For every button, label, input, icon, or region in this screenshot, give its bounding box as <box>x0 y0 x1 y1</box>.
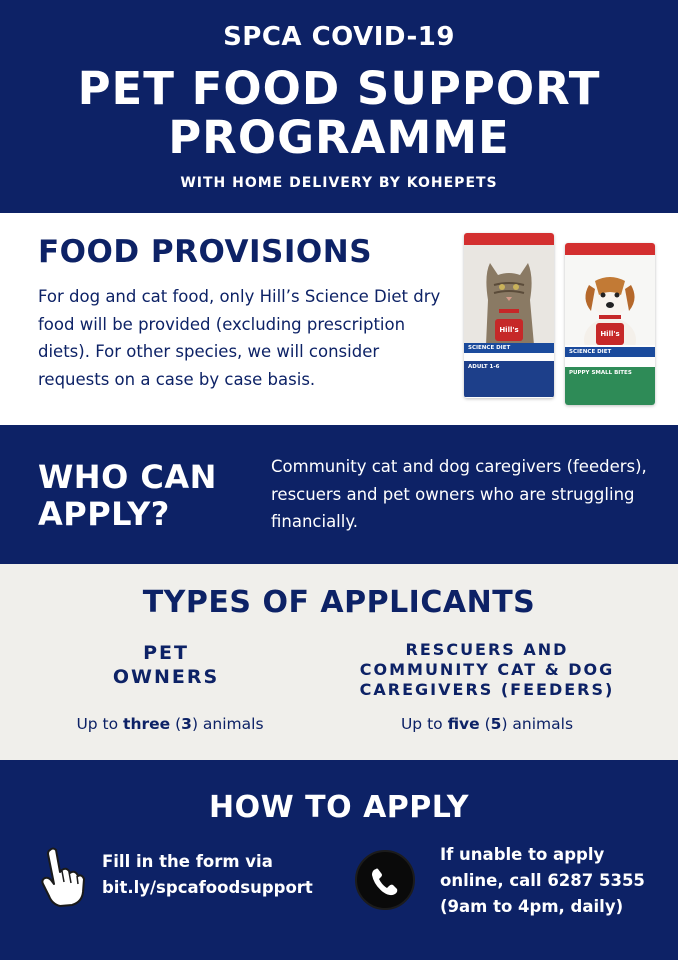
hills-logo-cat: Hill's <box>495 319 523 341</box>
title-line-2: PROGRAMME <box>168 111 510 164</box>
cat-bag-line: SCIENCE DIET <box>464 343 554 353</box>
types-of-applicants-section <box>0 564 678 760</box>
who-can-apply-text: Community cat and dog caregivers (feeders), rescuers and pet owners who are struggling financially. <box>271 457 647 531</box>
pet-owners-title-line-1: PET <box>143 642 189 664</box>
page-title <box>0 64 678 162</box>
header-kicker: SPCA COVID-19 <box>223 22 455 52</box>
dog-bag-variant: PUPPY SMALL BITES <box>565 367 655 405</box>
food-provisions-section <box>0 213 678 425</box>
online-apply-line-1: Fill in the form via <box>102 852 273 871</box>
phone-apply-text <box>440 842 670 920</box>
title-line-1: PET FOOD SUPPORT <box>77 62 601 115</box>
header-banner <box>0 0 678 213</box>
rescuers-title-line-2: COMMUNITY CAT & DOG <box>359 660 615 679</box>
cat-food-bag-image <box>464 233 554 398</box>
who-can-apply-section <box>0 425 678 564</box>
who-heading-line-1: WHO CAN <box>38 458 217 496</box>
header-subtitle: WITH HOME DELIVERY BY KOHEPETS <box>180 175 498 191</box>
cat-bag-variant: ADULT 1-6 <box>464 361 554 397</box>
how-to-apply-section <box>0 760 678 960</box>
food-provisions-heading: FOOD PROVISIONS <box>38 234 373 270</box>
rescuers-title-line-1: RESCUERS AND <box>405 640 569 659</box>
dog-bag-line: SCIENCE DIET <box>565 347 655 357</box>
pointing-hand-icon <box>40 846 86 908</box>
rescuers-limit: Up to five (5) animals <box>400 715 574 733</box>
food-provisions-text: For dog and cat food, only Hill’s Science Diet dry food will be provided (excluding prescription diets). For other species, we will consider requests on a case by case basis. <box>38 287 441 389</box>
pet-owners-limit: Up to three (3) animals <box>76 715 264 733</box>
rescuers-title-line-3: CAREGIVERS (FEEDERS) <box>359 680 615 699</box>
dog-food-bag-image <box>565 243 655 405</box>
types-heading: TYPES OF APPLICANTS <box>142 585 536 620</box>
phone-icon <box>355 850 415 910</box>
pet-owners-title-line-2: OWNERS <box>112 666 220 688</box>
phone-apply-line-1: If unable to apply <box>440 845 605 864</box>
phone-apply-hours: (9am to 4pm, daily) <box>440 897 624 916</box>
online-apply-text <box>102 849 342 901</box>
pet-owners-title <box>66 641 266 689</box>
phone-apply-line-2: online, call 6287 5355 <box>440 871 645 890</box>
phone-handset-glyph <box>357 852 413 908</box>
online-apply-link[interactable]: bit.ly/spcafoodsupport <box>102 878 313 897</box>
hills-logo-dog: Hill's <box>596 323 624 345</box>
how-to-apply-heading: HOW TO APPLY <box>209 790 469 825</box>
who-heading-line-2: APPLY? <box>38 495 170 533</box>
who-can-apply-heading <box>38 459 217 533</box>
rescuers-title <box>348 640 626 700</box>
